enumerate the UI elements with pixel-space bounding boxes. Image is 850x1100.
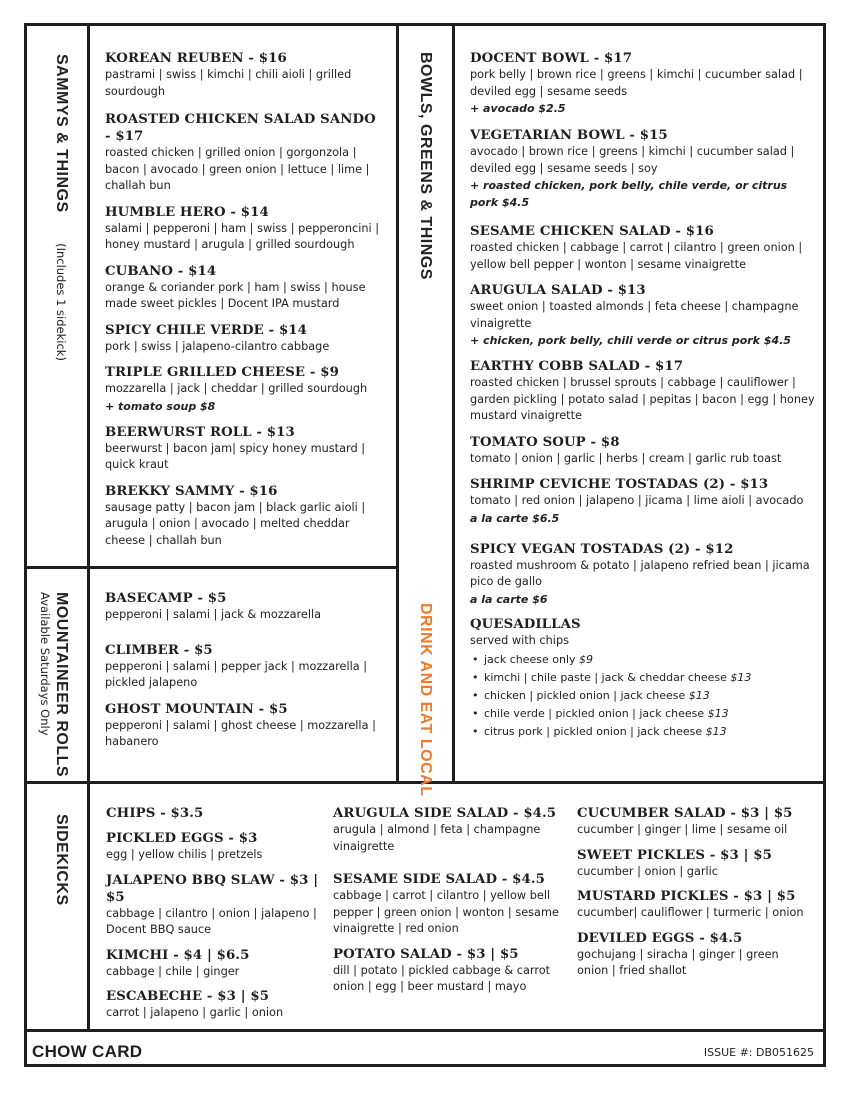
menu-item-addon: a la carte $6.5: [470, 511, 560, 525]
menu-item: [105, 642, 383, 692]
menu-item: [577, 930, 809, 980]
menu-item-name: HUMBLE HERO - $14: [105, 204, 269, 220]
menu-item: [106, 872, 321, 939]
menu-item-name: BEERWURST ROLL - $13: [105, 424, 295, 440]
menu-item-name: TOMATO SOUP - $8: [470, 434, 620, 450]
menu-item-desc: roasted mushroom & potato | jalapeno refried bean | jicama pico de gallo: [470, 558, 810, 588]
menu-item-name: BREKKY SAMMY - $16: [105, 483, 278, 499]
menu-item: [105, 263, 383, 313]
menu-item-name: DEVILED EGGS - $4.5: [577, 930, 743, 946]
menu-item-name: CUCUMBER SALAD - $3 | $5: [577, 806, 793, 821]
mountaineer-title: MOUNTAINEER ROLLS: [53, 592, 70, 778]
menu-item: [106, 947, 321, 981]
quesadilla-option-text: citrus pork | pickled onion | jack cheese: [484, 725, 706, 738]
menu-item-desc: pepperoni | salami | ghost cheese | mozzarella | habanero: [105, 718, 376, 748]
menu-item: [105, 364, 383, 415]
quesadilla-option: [484, 669, 815, 687]
divider-sidekicks-label: [87, 783, 90, 1031]
menu-item: [106, 805, 321, 822]
divider-mountaineer: [24, 566, 398, 569]
menu-item-desc: orange & coriander pork | ham | swiss | house made sweet pickles | Docent IPA mustard: [105, 280, 366, 310]
bowls-title: BOWLS, GREENS & THINGS: [417, 52, 434, 280]
menu-item-name: MUSTARD PICKLES - $3 | $5: [577, 889, 796, 904]
divider-center: [396, 23, 399, 783]
menu-item-name: TRIPLE GRILLED CHEESE - $9: [105, 365, 339, 380]
menu-item: [106, 830, 321, 864]
menu-item-name: EARTHY COBB SALAD - $17: [470, 359, 684, 374]
menu-item: [470, 541, 815, 608]
menu-item-addon: + avocado $2.5: [470, 102, 566, 115]
quesadilla-option: [484, 651, 815, 669]
menu-item: [470, 50, 815, 117]
menu-item-name: ESCABECHE - $3 | $5: [106, 989, 270, 1004]
menu-item-name: KIMCHI - $4 | $6.5: [106, 947, 250, 963]
menu-item-desc: tomato | red onion | jalapeno | jicama | lime aioli | avocado: [470, 494, 804, 507]
menu-item-desc: cucumber | ginger | lime | sesame oil: [577, 823, 788, 836]
menu-item: [105, 322, 383, 356]
quesadilla-option-text: chicken | pickled onion | jack cheese: [484, 689, 689, 702]
quesadillas: [470, 616, 815, 742]
menu-item-name: SESAME CHICKEN SALAD - $16: [470, 224, 714, 239]
quesadilla-option-price: $13: [705, 725, 727, 738]
menu-item: [333, 871, 565, 938]
tagline-local: LOCAL: [417, 738, 434, 797]
sammys-title: SAMMYS & THINGS: [53, 54, 70, 213]
menu-item: [470, 434, 815, 468]
menu-item-name: GHOST MOUNTAIN - $5: [105, 701, 288, 717]
menu-item: [470, 358, 815, 425]
issue-number: ISSUE #: DB051625: [703, 1046, 814, 1059]
menu-item-addon: a la carte $6: [470, 592, 548, 606]
mountaineer-section-label: [38, 592, 70, 777]
menu-item-desc: pork belly | brown rice | greens | kimchi | cucumber salad | deviled egg | sesame seeds: [470, 68, 803, 98]
tagline-drink-and-eat: DRINK AND EAT: [417, 603, 434, 739]
menu-item-name: KOREAN REUBEN - $16: [105, 51, 287, 66]
menu-item-desc: sweet onion | toasted almonds | feta cheese | champagne vinaigrette: [470, 300, 799, 330]
menu-item: [105, 111, 383, 195]
tagline: [416, 603, 434, 797]
menu-item-desc: pepperoni | salami | jack & mozzarella: [105, 608, 322, 621]
menu-item-desc: roasted chicken | cabbage | carrot | cilantro | green onion | yellow bell pepper | wonton | sesame vinaigrette: [470, 241, 803, 271]
menu-item-desc: avocado | brown rice | greens | kimchi | cucumber salad | deviled egg | sesame seeds | soy: [470, 145, 795, 175]
sammys-items: [105, 50, 383, 549]
menu-item: [105, 483, 383, 550]
quesadilla-option: [484, 705, 815, 723]
menu-item-desc: arugula | almond | feta | champagne vinaigrette: [333, 823, 541, 853]
menu-item: [470, 282, 815, 349]
menu-item-name: CHIPS - $3.5: [106, 806, 204, 821]
sammys-section-label: [52, 54, 70, 361]
menu-item-desc: cucumber| cauliflower | turmeric | onion: [577, 906, 804, 919]
menu-item: [470, 127, 815, 211]
divider-sammys-label: [87, 23, 90, 783]
quesadillas-desc: served with chips: [470, 633, 570, 647]
menu-item: [577, 888, 809, 922]
bowls-section-label: [416, 52, 434, 280]
quesadilla-option-price: $9: [579, 653, 594, 666]
menu-item-desc: salami | pepperoni | ham | swiss | pepperoncini | honey mustard | arugula | grilled sourdough: [105, 221, 380, 251]
divider-footer: [24, 1029, 826, 1032]
menu-item-desc: cabbage | carrot | cilantro | yellow bell pepper | green onion | wonton | sesame vinaigrette | red onion: [333, 889, 559, 935]
sidekicks-section-label: [52, 814, 70, 906]
menu-item-name: ROASTED CHICKEN SALAD SANDO - $17: [105, 112, 376, 144]
quesadilla-option-price: $13: [730, 671, 752, 684]
menu-item: [105, 590, 383, 624]
menu-item-addon: + roasted chicken, pork belly, chile verde, or citrus pork $4.5: [470, 179, 788, 209]
menu-item-desc: tomato | onion | garlic | herbs | cream | garlic rub toast: [470, 451, 782, 465]
menu-item-name: VEGETARIAN BOWL - $15: [470, 128, 668, 143]
divider-bowls-label: [452, 23, 455, 783]
menu-item-desc: carrot | jalapeno | garlic | onion: [106, 1006, 284, 1019]
mountaineer-items: [105, 590, 383, 751]
menu-item: [105, 50, 383, 100]
quesadilla-option-text: kimchi | chile paste | jack & cheddar cheese: [484, 671, 731, 684]
menu-item-desc: dill | potato | pickled cabbage & carrot onion | egg | beer mustard | mayo: [333, 963, 551, 993]
menu-item-name: SPICY VEGAN TOSTADAS (2) - $12: [470, 541, 734, 557]
menu-item-desc: mozzarella | jack | cheddar | grilled sourdough: [105, 382, 368, 395]
menu-item-name: BASECAMP - $5: [105, 591, 227, 606]
menu-item: [577, 805, 809, 839]
menu-item: [105, 701, 383, 751]
menu-item-desc: pepperoni | salami | pepper jack | mozzarella | pickled jalapeno: [105, 659, 368, 689]
menu-item-desc: beerwurst | bacon jam| spicy honey mustard | quick kraut: [105, 441, 366, 471]
quesadilla-option: [484, 723, 815, 741]
menu-item: [470, 476, 815, 527]
quesadilla-option-text: jack cheese only: [484, 653, 580, 666]
menu-item-addon: + chicken, pork belly, chili verde or citrus pork $4.5: [470, 334, 791, 347]
menu-item-desc: pastrami | swiss | kimchi | chili aioli | grilled sourdough: [105, 68, 352, 98]
quesadilla-option-price: $13: [688, 689, 710, 702]
menu-item: [470, 223, 815, 273]
menu-item-desc: cucumber | onion | garlic: [577, 864, 718, 878]
menu-item: [577, 847, 809, 881]
menu-item-name: SESAME SIDE SALAD - $4.5: [333, 872, 545, 887]
sidekicks-col-2: [333, 805, 565, 996]
quesadilla-option-price: $13: [707, 707, 729, 720]
menu-item-name: ARUGULA SALAD - $13: [470, 283, 646, 298]
menu-item-name: DOCENT BOWL - $17: [470, 51, 633, 66]
menu-item: [105, 424, 383, 474]
sammys-subtitle: (Includes 1 sidekick): [54, 243, 68, 361]
menu-item: [333, 946, 565, 996]
menu-item-desc: roasted chicken | brussel sprouts | cabbage | cauliflower | garden pickling | potato salad | pepitas | bacon | egg | honey mustard vinaigrette: [470, 376, 815, 422]
menu-item-desc: egg | yellow chilis | pretzels: [106, 848, 263, 861]
menu-item-addon: + tomato soup $8: [105, 399, 216, 413]
footer-title: CHOW CARD: [32, 1042, 143, 1061]
menu-item-desc: cabbage | cilantro | onion | jalapeno | Docent BBQ sauce: [106, 906, 317, 936]
quesadilla-option-text: chile verde | pickled onion | jack cheese: [484, 707, 708, 720]
quesadillas-options: [470, 651, 815, 741]
menu-item-name: SHRIMP CEVICHE TOSTADAS (2) - $13: [470, 477, 769, 492]
menu-item-name: POTATO SALAD - $3 | $5: [333, 946, 519, 962]
sidekicks-title: SIDEKICKS: [53, 814, 70, 906]
menu-item-desc: roasted chicken | grilled onion | gorgonzola | bacon | avocado | green onion | lettuce | lime | challah bun: [105, 146, 370, 192]
menu-item-name: CLIMBER - $5: [105, 642, 213, 658]
menu-item-name: ARUGULA SIDE SALAD - $4.5: [333, 806, 557, 821]
menu-item-desc: sausage patty | bacon jam | black garlic aioli | arugula | onion | avocado | melted cheddar cheese | challah bun: [105, 500, 366, 547]
menu-item-desc: cabbage | chile | ginger: [106, 964, 240, 978]
sidekicks-col-3: [577, 805, 809, 980]
menu-item-name: SPICY CHILE VERDE - $14: [105, 322, 308, 338]
quesadillas-name: QUESADILLAS: [470, 616, 581, 632]
menu-item-desc: pork | swiss | jalapeno-cilantro cabbage: [105, 339, 330, 353]
menu-item-name: PICKLED EGGS - $3: [106, 831, 258, 846]
quesadilla-option: [484, 687, 815, 705]
menu-item: [333, 805, 565, 855]
menu-item-name: CUBANO - $14: [105, 263, 217, 279]
menu-item-name: JALAPENO BBQ SLAW - $3 | $5: [106, 872, 319, 905]
menu-item: [106, 988, 321, 1022]
menu-item-name: SWEET PICKLES - $3 | $5: [577, 847, 772, 863]
menu-item: [105, 204, 383, 254]
bowls-items: [470, 50, 815, 749]
sidekicks-col-1: [106, 805, 321, 1022]
mountaineer-subtitle: Available Saturdays Only: [38, 592, 52, 736]
menu-item-desc: gochujang | siracha | ginger | green onion | fried shallot: [577, 947, 779, 977]
